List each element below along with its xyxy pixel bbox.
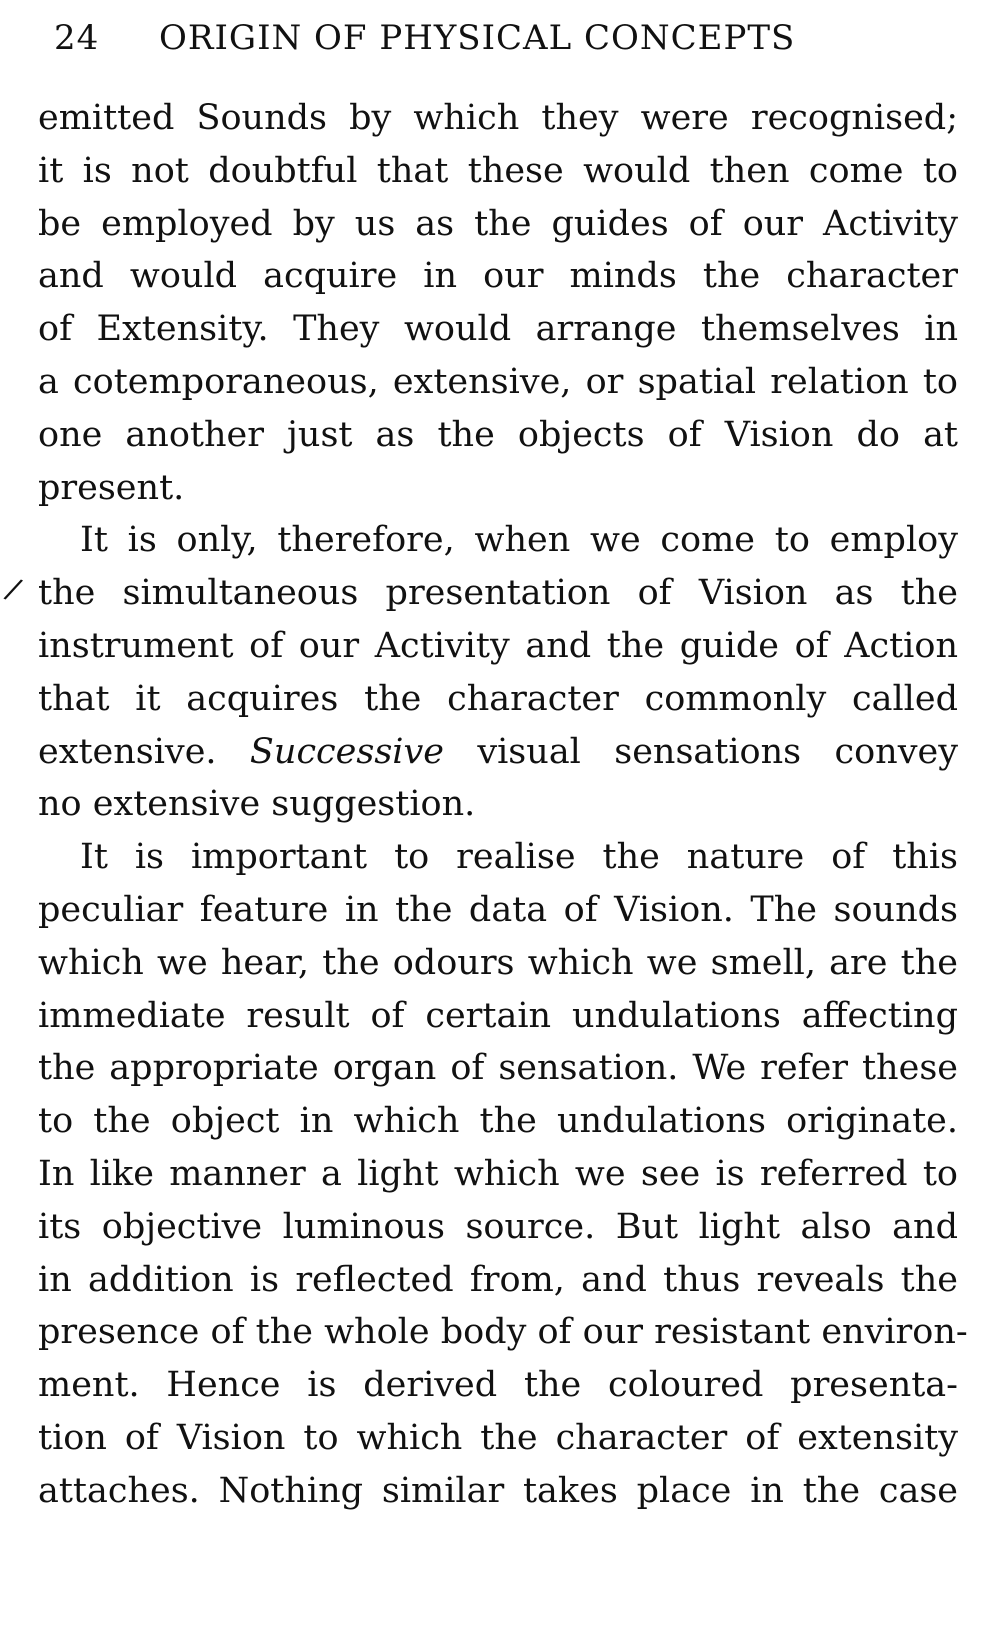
text-line: and would acquire in our minds the character [38,256,958,297]
text-line: it is not doubtful that these would then come to [38,150,958,191]
body-text [38,92,968,1518]
text-line: immediate result of certain undulations affecting [38,995,958,1036]
text-line: of Extensity. They would arrange themselves in [38,309,958,350]
italic-word: Successive [249,731,444,772]
text-line: It is important to realise the nature of this [80,837,958,878]
text-line: a cotemporaneous, extensive, or spatial relation to [38,361,958,402]
text-line: presence of the whole body of our resistant environ- [38,1312,968,1353]
text-line: emitted Sounds by which they were recognised; [38,98,958,138]
text-line: tion of Vision to which the character of extensity [38,1417,958,1458]
running-head [54,18,904,78]
text-segment: visual sensations convey [477,731,958,772]
text-line: which we hear, the odours which we smell, are the [38,942,958,983]
text-segment: extensive. [38,731,217,772]
text-line: that it acquires the character commonly called [38,678,958,719]
text-line: no extensive suggestion. [38,784,476,825]
text-line-with-italic [38,726,958,779]
text-line: present. [38,467,185,508]
text-line: ment. Hence is derived the coloured presenta- [38,1365,958,1406]
text-line: in addition is reflected from, and thus reveals the [38,1259,958,1300]
text-line: its objective luminous source. But light also and [38,1206,958,1247]
text-line: one another just as the objects of Vision do at [38,414,958,455]
running-title: ORIGIN OF PHYSICAL CONCEPTS [159,18,796,58]
text-line: attaches. Nothing similar takes place in the case [38,1470,958,1511]
text-line: It is only, therefore, when we come to employ [80,520,958,561]
text-line: peculiar feature in the data of Vision. The sounds [38,889,958,930]
page-number: 24 [54,18,100,58]
text-line: instrument of our Activity and the guide of Action [38,625,958,666]
text-line: In like manner a light which we see is referred to [38,1153,958,1194]
margin-pencil-mark: / [1,571,26,608]
text-line: to the object in which the undulations originate. [38,1101,958,1142]
text-line: the appropriate organ of sensation. We refer these [38,1048,958,1089]
text-line: be employed by us as the guides of our Activity [38,203,958,244]
text-line: the simultaneous presentation of Vision as the [38,573,958,614]
